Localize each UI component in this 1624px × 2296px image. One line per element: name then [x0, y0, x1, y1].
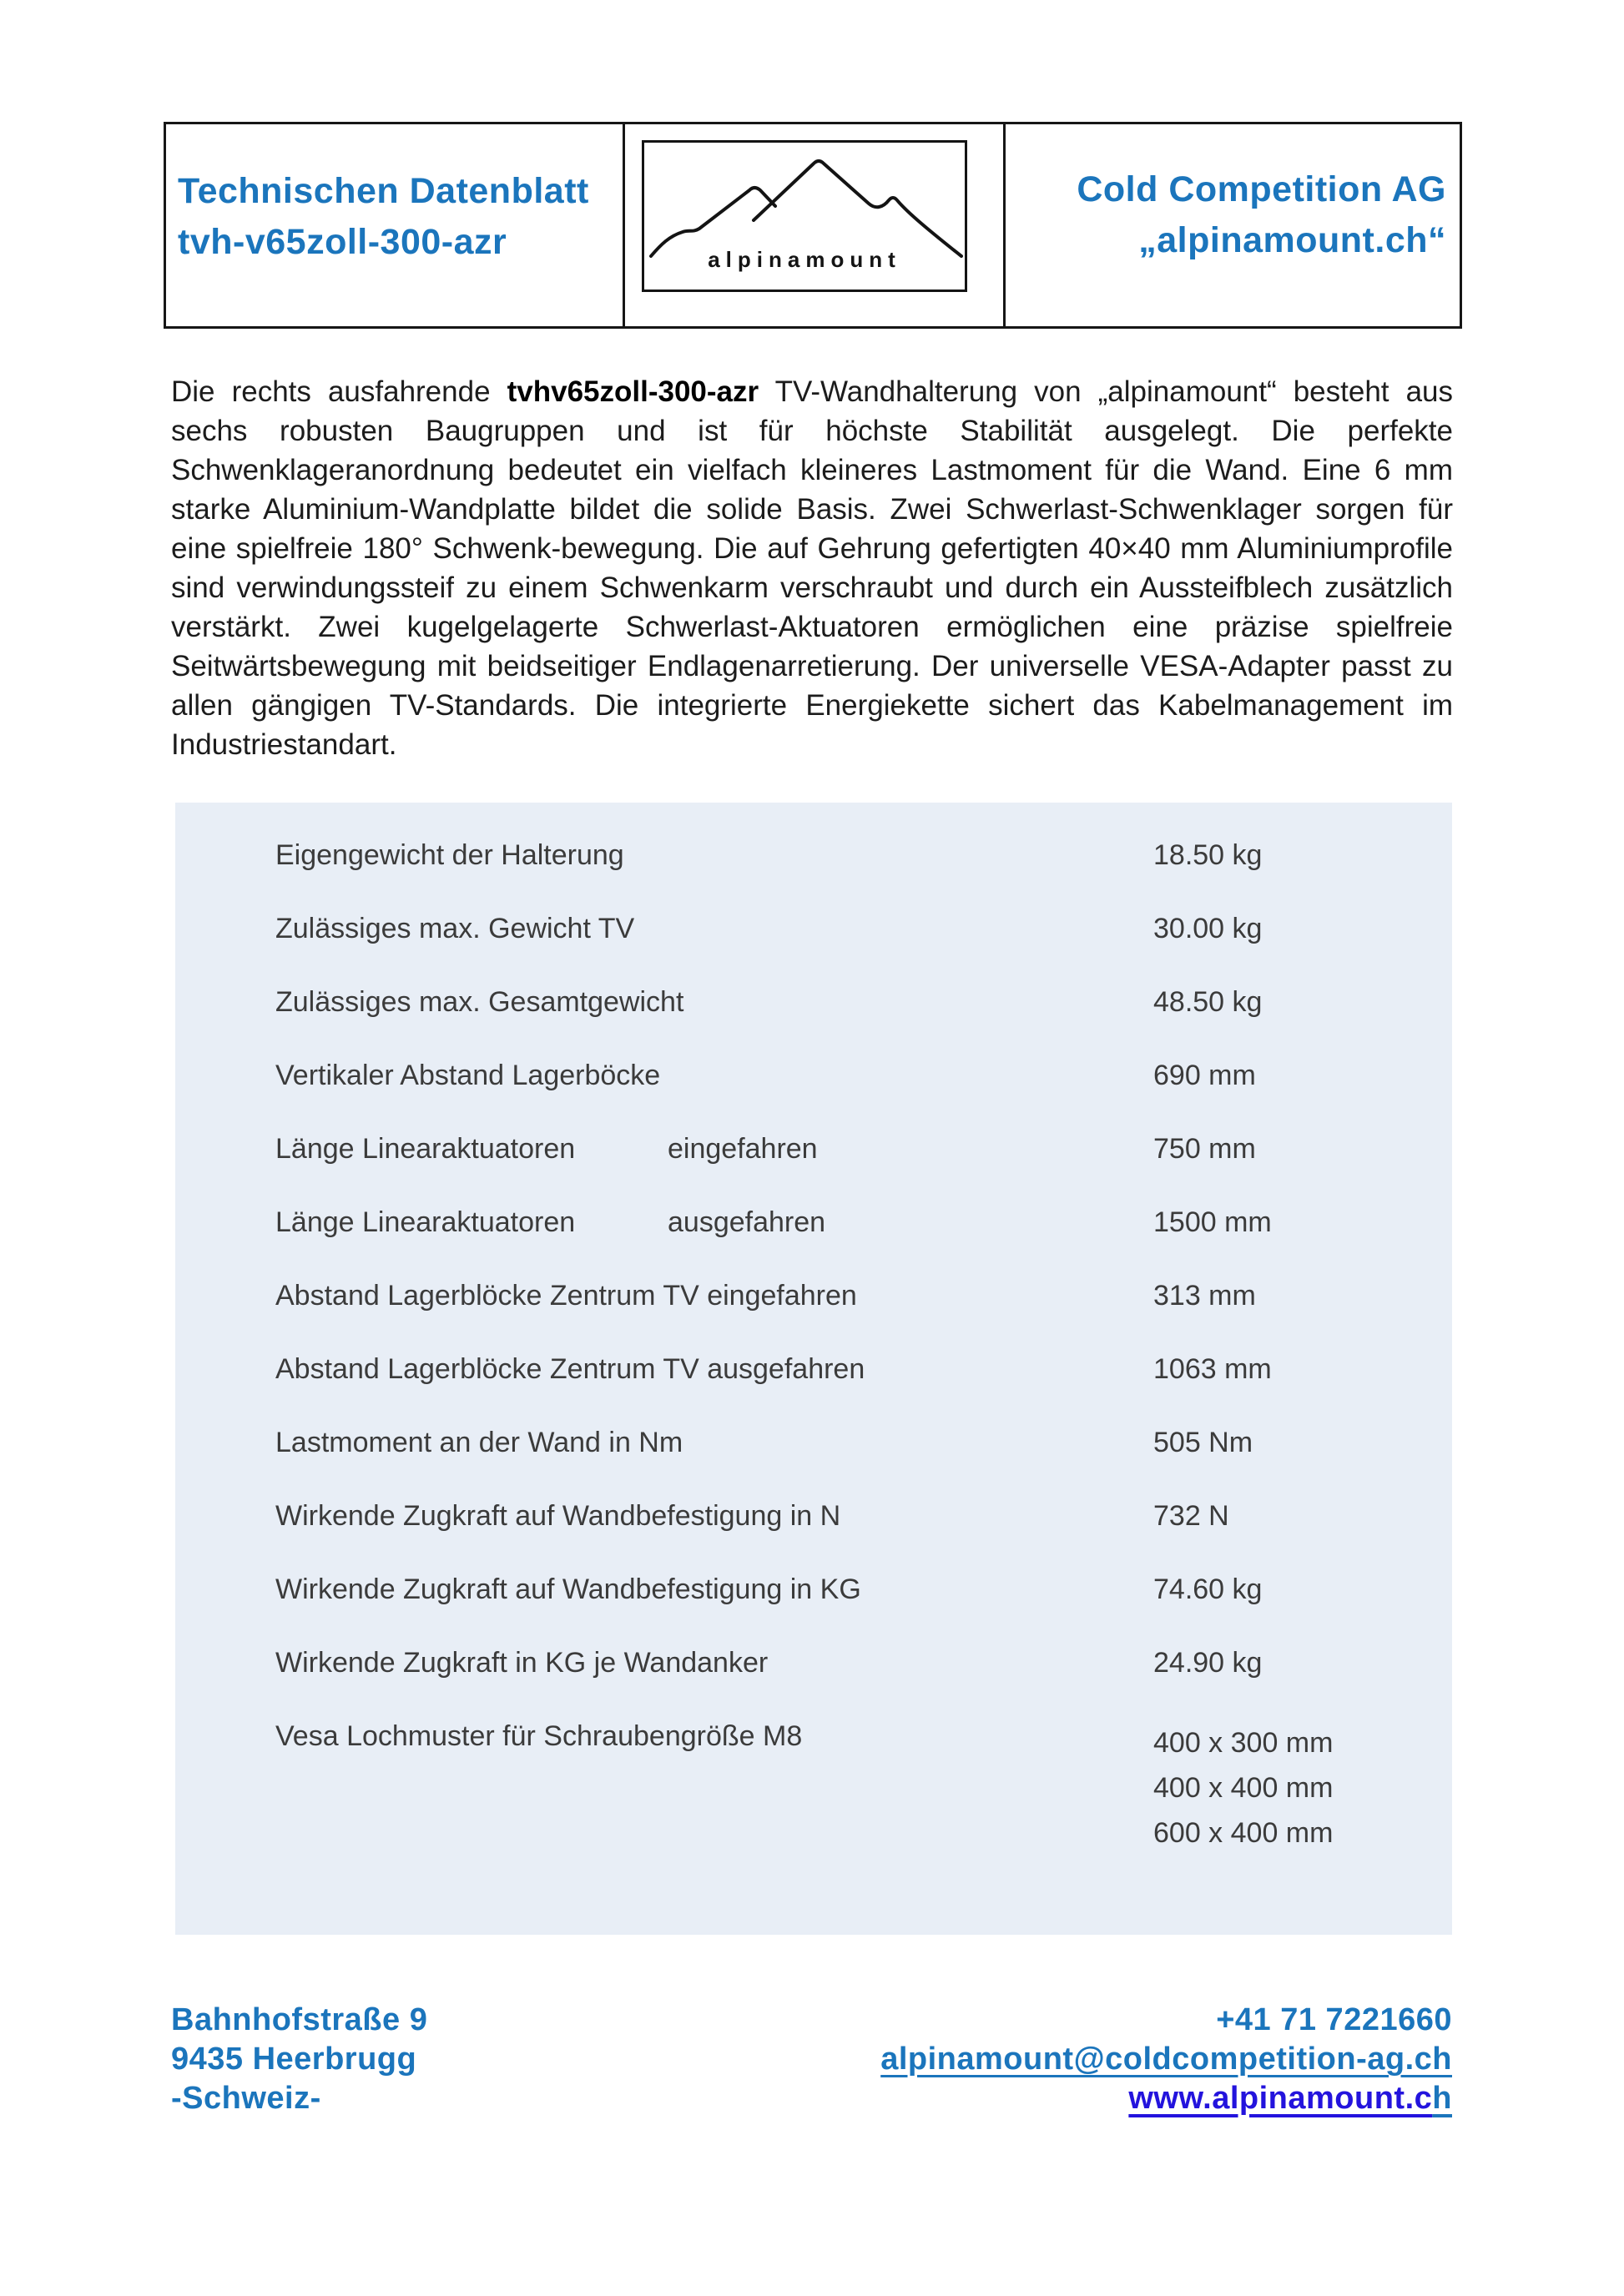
spec-value: 313 mm: [1153, 1280, 1256, 1312]
spec-value: 74.60 kg: [1153, 1573, 1263, 1605]
product-code-bold: tvhv65zoll-300-azr: [507, 375, 759, 408]
spec-label: Eigengewicht der Halterung: [275, 839, 624, 871]
spec-value: 400 x 300 mm: [1153, 1727, 1334, 1759]
header-title-cell: [166, 124, 625, 326]
logo-wordmark: alpinamount: [708, 247, 901, 272]
website-link[interactable]: www.alpinamount.c: [1128, 2081, 1433, 2116]
spec-value: 18.50 kg: [1153, 839, 1263, 871]
spec-label: Vesa Lochmuster für Schraubengröße M8: [275, 1720, 803, 1752]
table-row: [175, 1206, 1452, 1280]
spec-value: 732 N: [1153, 1500, 1229, 1532]
footer-contact: [880, 2001, 1452, 2118]
header-logo-cell: [625, 124, 1006, 326]
footer-address: [171, 2001, 427, 2118]
phone-number: +41 71 7221660: [1216, 2002, 1452, 2037]
company-name-line2: „alpinamount.ch“: [1138, 220, 1446, 260]
table-row: [175, 839, 1452, 913]
spec-value: 1500 mm: [1153, 1206, 1272, 1238]
table-row: [175, 1353, 1452, 1427]
header-company-cell: [1006, 124, 1460, 326]
intro-text-start: Die rechts ausfahrende: [171, 375, 507, 408]
spec-label: Lastmoment an der Wand in Nm: [275, 1427, 683, 1458]
document-title-line2: tvh-v65zoll-300-azr: [178, 222, 507, 262]
spec-value-list: [1153, 1720, 1333, 1855]
header-table: [164, 122, 1462, 329]
table-row: [175, 1500, 1452, 1573]
spec-value: 1063 mm: [1153, 1353, 1272, 1385]
document-title: [178, 166, 616, 268]
address-street: Bahnhofstraße 9: [171, 2002, 428, 2037]
table-row: [175, 986, 1452, 1060]
table-row: [175, 1720, 1452, 1929]
spec-label: Länge Linearaktuatoren: [275, 1133, 576, 1165]
spec-label: Zulässiges max. Gesamtgewicht: [275, 986, 684, 1018]
table-row: [175, 1427, 1452, 1500]
spec-sublabel: ausgefahren: [668, 1206, 826, 1238]
spec-table: [175, 803, 1452, 1935]
spec-sublabel: eingefahren: [668, 1133, 818, 1165]
document-title-line1: Technischen Datenblatt: [178, 171, 589, 211]
table-row: [175, 1647, 1452, 1720]
spec-label: Wirkende Zugkraft auf Wandbefestigung in N: [275, 1500, 841, 1532]
table-row: [175, 1133, 1452, 1206]
spec-value: 690 mm: [1153, 1060, 1256, 1091]
intro-text-rest: TV-Wandhalterung von „alpinamount“ besteht aus sechs robusten Baugruppen und ist für höchste Stabilität ausgelegt. Die perfekte Schwenklageranordnung bedeutet ein vielfach kleineres Lastmoment für die Wand. Eine 6 mm starke Aluminium-Wandplatte bildet die solide Basis. Zwei Schwerlast-Schwenklager sorgen für eine spielfreie 180° Schwenk-bewegung. Die auf Gehrung gefertigten 40×40 mm Aluminiumprofile sind verwindungssteif zu einem Schwenkarm verschraubt und durch ein Aussteifblech zusätzlich verstärkt. Zwei kugelgelagerte Schwerlast-Aktuatoren ermöglichen eine präzise spielfreie Seitwärtsbewegung mit beidseitiger Endlagenarretierung. Der universelle VESA-Adapter passt zu allen gängigen TV-Standards. Die integrierte Energiekette sichert das Kabelmanagement im Industriestandart.: [171, 375, 1453, 761]
company-name: [1006, 164, 1446, 266]
spec-label: Zulässiges max. Gewicht TV: [275, 913, 635, 944]
website-link-tail[interactable]: h: [1432, 2081, 1452, 2116]
company-name-line1: Cold Competition AG: [1077, 169, 1446, 209]
table-row: [175, 913, 1452, 986]
intro-paragraph: [171, 372, 1453, 764]
spec-label: Wirkende Zugkraft auf Wandbefestigung in KG: [275, 1573, 861, 1605]
spec-value: 400 x 400 mm: [1153, 1772, 1334, 1804]
spec-value: 750 mm: [1153, 1133, 1256, 1165]
spec-value: 24.90 kg: [1153, 1647, 1263, 1679]
spec-value: 505 Nm: [1153, 1427, 1253, 1458]
table-row: [175, 1573, 1452, 1647]
alpinamount-logo: [642, 140, 967, 292]
table-row: [175, 1280, 1452, 1353]
address-country: -Schweiz-: [171, 2081, 321, 2116]
spec-label: Wirkende Zugkraft in KG je Wandanker: [275, 1647, 769, 1679]
spec-label: Abstand Lagerblöcke Zentrum TV ausgefahren: [275, 1353, 865, 1385]
table-row: [175, 1060, 1452, 1133]
website-line: [880, 2079, 1452, 2118]
email-link[interactable]: alpinamount@coldcompetition-ag.ch: [880, 2042, 1452, 2077]
spec-value: 30.00 kg: [1153, 913, 1263, 944]
address-city: 9435 Heerbrugg: [171, 2042, 417, 2077]
spec-value: 600 x 400 mm: [1153, 1817, 1334, 1849]
spec-label: Abstand Lagerblöcke Zentrum TV eingefahren: [275, 1280, 857, 1312]
spec-label: Länge Linearaktuatoren: [275, 1206, 576, 1238]
spec-label: Vertikaler Abstand Lagerböcke: [275, 1060, 661, 1091]
spec-value: 48.50 kg: [1153, 986, 1263, 1018]
